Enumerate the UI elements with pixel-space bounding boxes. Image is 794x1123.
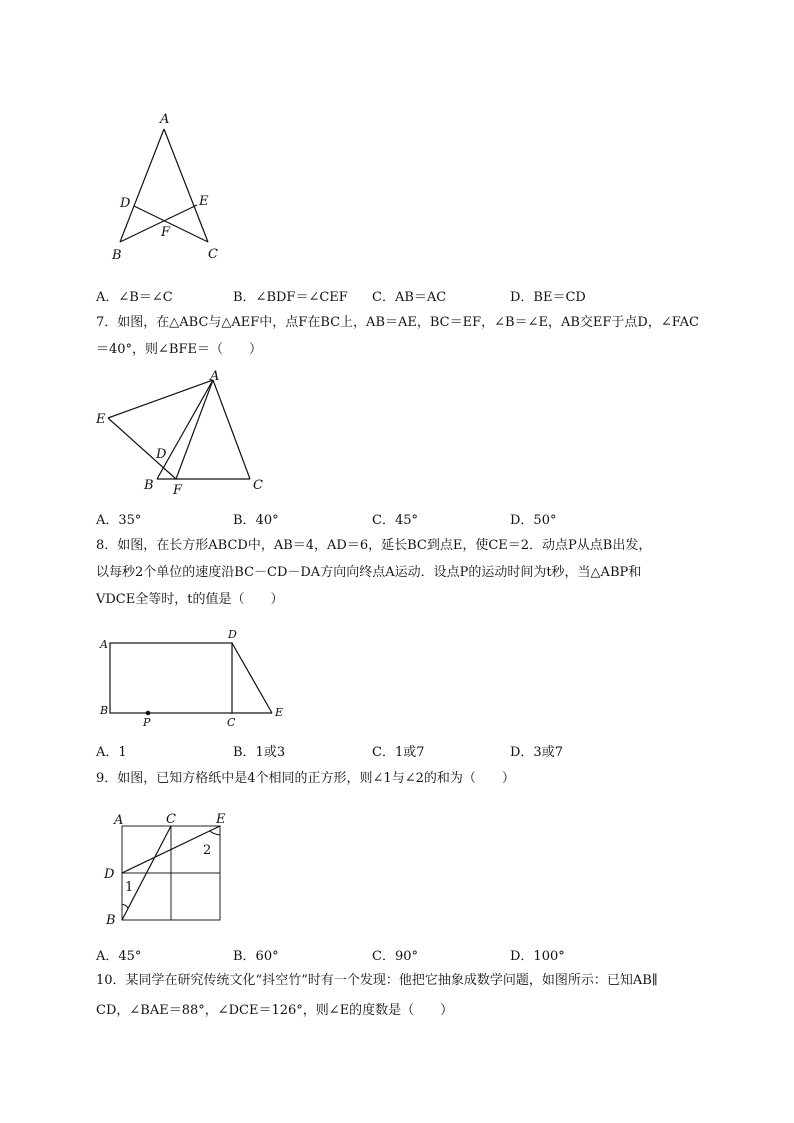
q6-segment-cd <box>134 206 208 242</box>
q9-option-c[interactable]: C．90° <box>372 949 418 964</box>
q9-label-e: E <box>216 812 226 827</box>
q6-label-c: C <box>208 247 218 262</box>
q9-label-a: A <box>114 813 124 828</box>
q9-label-b: B <box>106 913 116 928</box>
q8-option-c[interactable]: C．1或7 <box>372 745 425 760</box>
q8-option-b[interactable]: B．1或3 <box>233 745 286 760</box>
q8-label-c: C <box>227 716 236 729</box>
q7-label-b: B <box>144 478 154 493</box>
q9-angle-2-arc <box>210 831 220 835</box>
q6-option-a[interactable]: A．∠B＝∠C <box>96 290 173 305</box>
q6-figure <box>100 105 240 270</box>
q8-label-a: A <box>100 638 108 651</box>
q7-figure <box>90 366 280 501</box>
q9-option-d[interactable]: D．100° <box>510 949 565 964</box>
q8-stem-line1: 8．如图，在长方形ABCD中，AB＝4，AD＝6，延长BC到点E，使CE＝2．动点P从点B出发， <box>96 538 652 553</box>
q9-option-a[interactable]: A．45° <box>96 949 142 964</box>
q7-label-f: F <box>173 483 183 498</box>
q9-label-two: 2 <box>203 843 212 858</box>
q8-stem-line2: 以每秒2个单位的速度沿BC－CD－DA方向向终点A运动．设点P的运动时间为t秒，当△ABP和 <box>96 565 642 580</box>
q8-label-d: D <box>228 628 237 641</box>
q9-figure <box>100 808 240 933</box>
q9-label-one: 1 <box>125 880 134 895</box>
q8-label-p: P <box>143 716 151 729</box>
q9-angle-1-arc <box>122 904 128 908</box>
q7-segment-af <box>176 380 213 479</box>
q6-label-f: F <box>161 225 171 240</box>
q8-label-b: B <box>100 704 109 717</box>
q7-segment-ae <box>108 380 213 418</box>
q7-option-d[interactable]: D．50° <box>510 513 557 528</box>
q9-stem-line1: 9．如图，已知方格纸中是4个相同的正方形，则∠1与∠2的和为（ ） <box>96 771 515 786</box>
q7-stem-line1: 7．如图，在△ABC与△AEF中，点F在BC上，AB＝AE，BC＝EF，∠B＝∠E，AB交EF于点D，∠FAC <box>96 315 699 330</box>
q6-segment-ac <box>164 129 208 242</box>
q6-segment-ab <box>120 129 164 242</box>
q6-label-b: B <box>112 248 122 263</box>
q6-segment-be <box>120 205 197 242</box>
q7-label-c: C <box>253 478 263 493</box>
q7-option-b[interactable]: B．40° <box>233 513 279 528</box>
q6-label-d: D <box>120 196 131 211</box>
q9-label-d: D <box>104 867 115 882</box>
q6-label-e: E <box>199 194 209 209</box>
q10-stem-line1: 10．某同学在研究传统文化“抖空竹”时有一个发现：他把它抽象成数学问题，如图所示：已知AB∥ <box>96 973 658 988</box>
q7-label-a: A <box>210 369 220 384</box>
q8-rectangle-abcd <box>110 643 232 713</box>
q8-segment-de <box>232 643 272 713</box>
q8-stem-line3: VDCE全等时，t的值是（ ） <box>96 592 284 607</box>
q8-figure <box>92 625 302 730</box>
q8-point-p <box>146 711 150 715</box>
q9-option-b[interactable]: B．60° <box>233 949 279 964</box>
q10-stem-line2: CD，∠BAE＝88°，∠DCE＝126°，则∠E的度数是（ ） <box>96 1003 454 1018</box>
q8-label-e: E <box>275 706 284 719</box>
q6-option-d[interactable]: D．BE＝CD <box>510 290 586 305</box>
q7-stem-line2: ＝40°，则∠BFE＝（ ） <box>96 342 262 357</box>
q8-option-a[interactable]: A．1 <box>96 745 127 760</box>
q7-option-a[interactable]: A．35° <box>96 513 142 528</box>
q7-label-d: D <box>156 447 167 462</box>
q8-option-d[interactable]: D．3或7 <box>510 745 563 760</box>
q7-segment-ac <box>213 380 250 479</box>
q7-label-e: E <box>96 412 106 427</box>
q9-label-c: C <box>166 812 176 827</box>
q6-option-c[interactable]: C．AB＝AC <box>372 290 447 305</box>
q7-option-c[interactable]: C．45° <box>372 513 418 528</box>
q6-label-a: A <box>160 112 170 127</box>
q6-option-b[interactable]: B．∠BDF＝∠CEF <box>233 290 348 305</box>
q7-segment-ab <box>157 380 213 479</box>
